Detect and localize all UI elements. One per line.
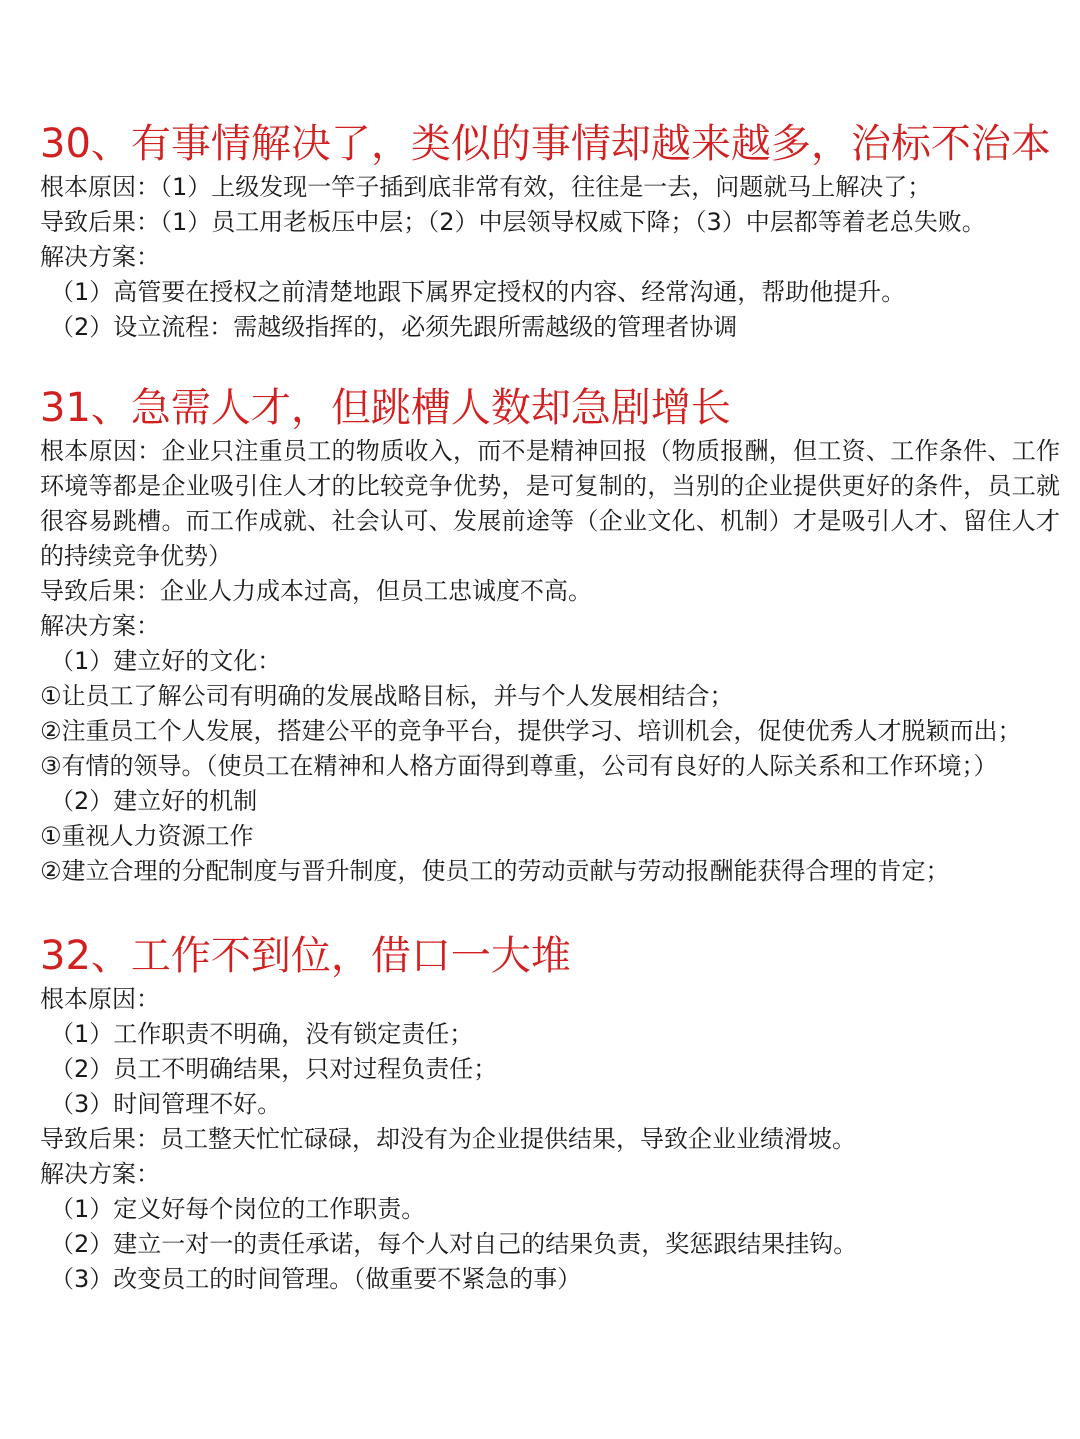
consequence-line: 导致后果：员工整天忙忙碌碌，却没有为企业提供结果，导致企业业绩滑坡。 (40, 1125, 856, 1153)
consequence-line: 导致后果：企业人力成本过高，但员工忠诚度不高。 (40, 577, 592, 605)
root-cause-item: （3）时间管理不好。 (50, 1090, 282, 1118)
section-32 (40, 930, 1060, 1297)
solution-heading: 解决方案： (40, 612, 160, 640)
solution-subitem: ①重视人力资源工作 (40, 822, 254, 850)
solution-item: （2）建立一对一的责任承诺，每个人对自己的结果负责，奖惩跟结果挂钩。 (50, 1230, 858, 1258)
root-cause-paragraph: 根本原因：企业只注重员工的物质收入，而不是精神回报（物质报酬，但工资、工作条件、工作环境等都是企业吸引住人才的比较竞争优势，是可复制的，当别的企业提供更好的条件，员工就很容易跳槽。而工作成就、社会认可、发展前途等（企业文化、机制）才是吸引人才、留住人才的持续竞争优势） (40, 437, 1060, 570)
solution-subitem: ③有情的领导。（使员工在精神和人格方面得到尊重，公司有良好的人际关系和工作环境；） (40, 752, 998, 780)
solution-item: （1）高管要在授权之前清楚地跟下属界定授权的内容、经常沟通，帮助他提升。 (50, 278, 906, 306)
root-cause-heading: 根本原因： (40, 985, 160, 1013)
solution-subitem: ①让员工了解公司有明确的发展战略目标，并与个人发展相结合； (40, 682, 734, 710)
root-cause-line: 根本原因：（1）上级发现一竿子插到底非常有效，往往是一去，问题就马上解决了； (40, 173, 932, 201)
consequence-line: 导致后果：（1）员工用老板压中层；（2）中层领导权威下降；（3）中层都等着老总失败。 (40, 208, 986, 236)
section-title: 32、工作不到位，借口一大堆 (40, 933, 571, 979)
solution-heading: 解决方案： (40, 1160, 160, 1188)
solution-subitem: ②注重员工个人发展，搭建公平的竞争平台，提供学习、培训机会，促使优秀人才脱颖而出； (40, 717, 1022, 745)
section-30 (40, 118, 1060, 345)
solution-item: （2）建立好的机制 (50, 787, 258, 815)
solution-item: （2）设立流程：需越级指挥的，必须先跟所需越级的管理者协调 (50, 313, 738, 341)
solution-subitem: ②建立合理的分配制度与晋升制度，使员工的劳动贡献与劳动报酬能获得合理的肯定； (40, 857, 950, 885)
root-cause-item: （2）员工不明确结果，只对过程负责任； (50, 1055, 498, 1083)
section-title: 30、有事情解决了，类似的事情却越来越多，治标不治本 (40, 121, 1051, 167)
solution-item: （3）改变员工的时间管理。（做重要不紧急的事） (50, 1265, 582, 1293)
solution-item: （1）建立好的文化： (50, 647, 282, 675)
root-cause-item: （1）工作职责不明确，没有锁定责任； (50, 1020, 474, 1048)
solution-item: （1）定义好每个岗位的工作职责。 (50, 1195, 426, 1223)
section-31 (40, 382, 1060, 889)
section-title: 31、急需人才，但跳槽人数却急剧增长 (40, 385, 731, 431)
solution-heading: 解决方案： (40, 243, 160, 271)
